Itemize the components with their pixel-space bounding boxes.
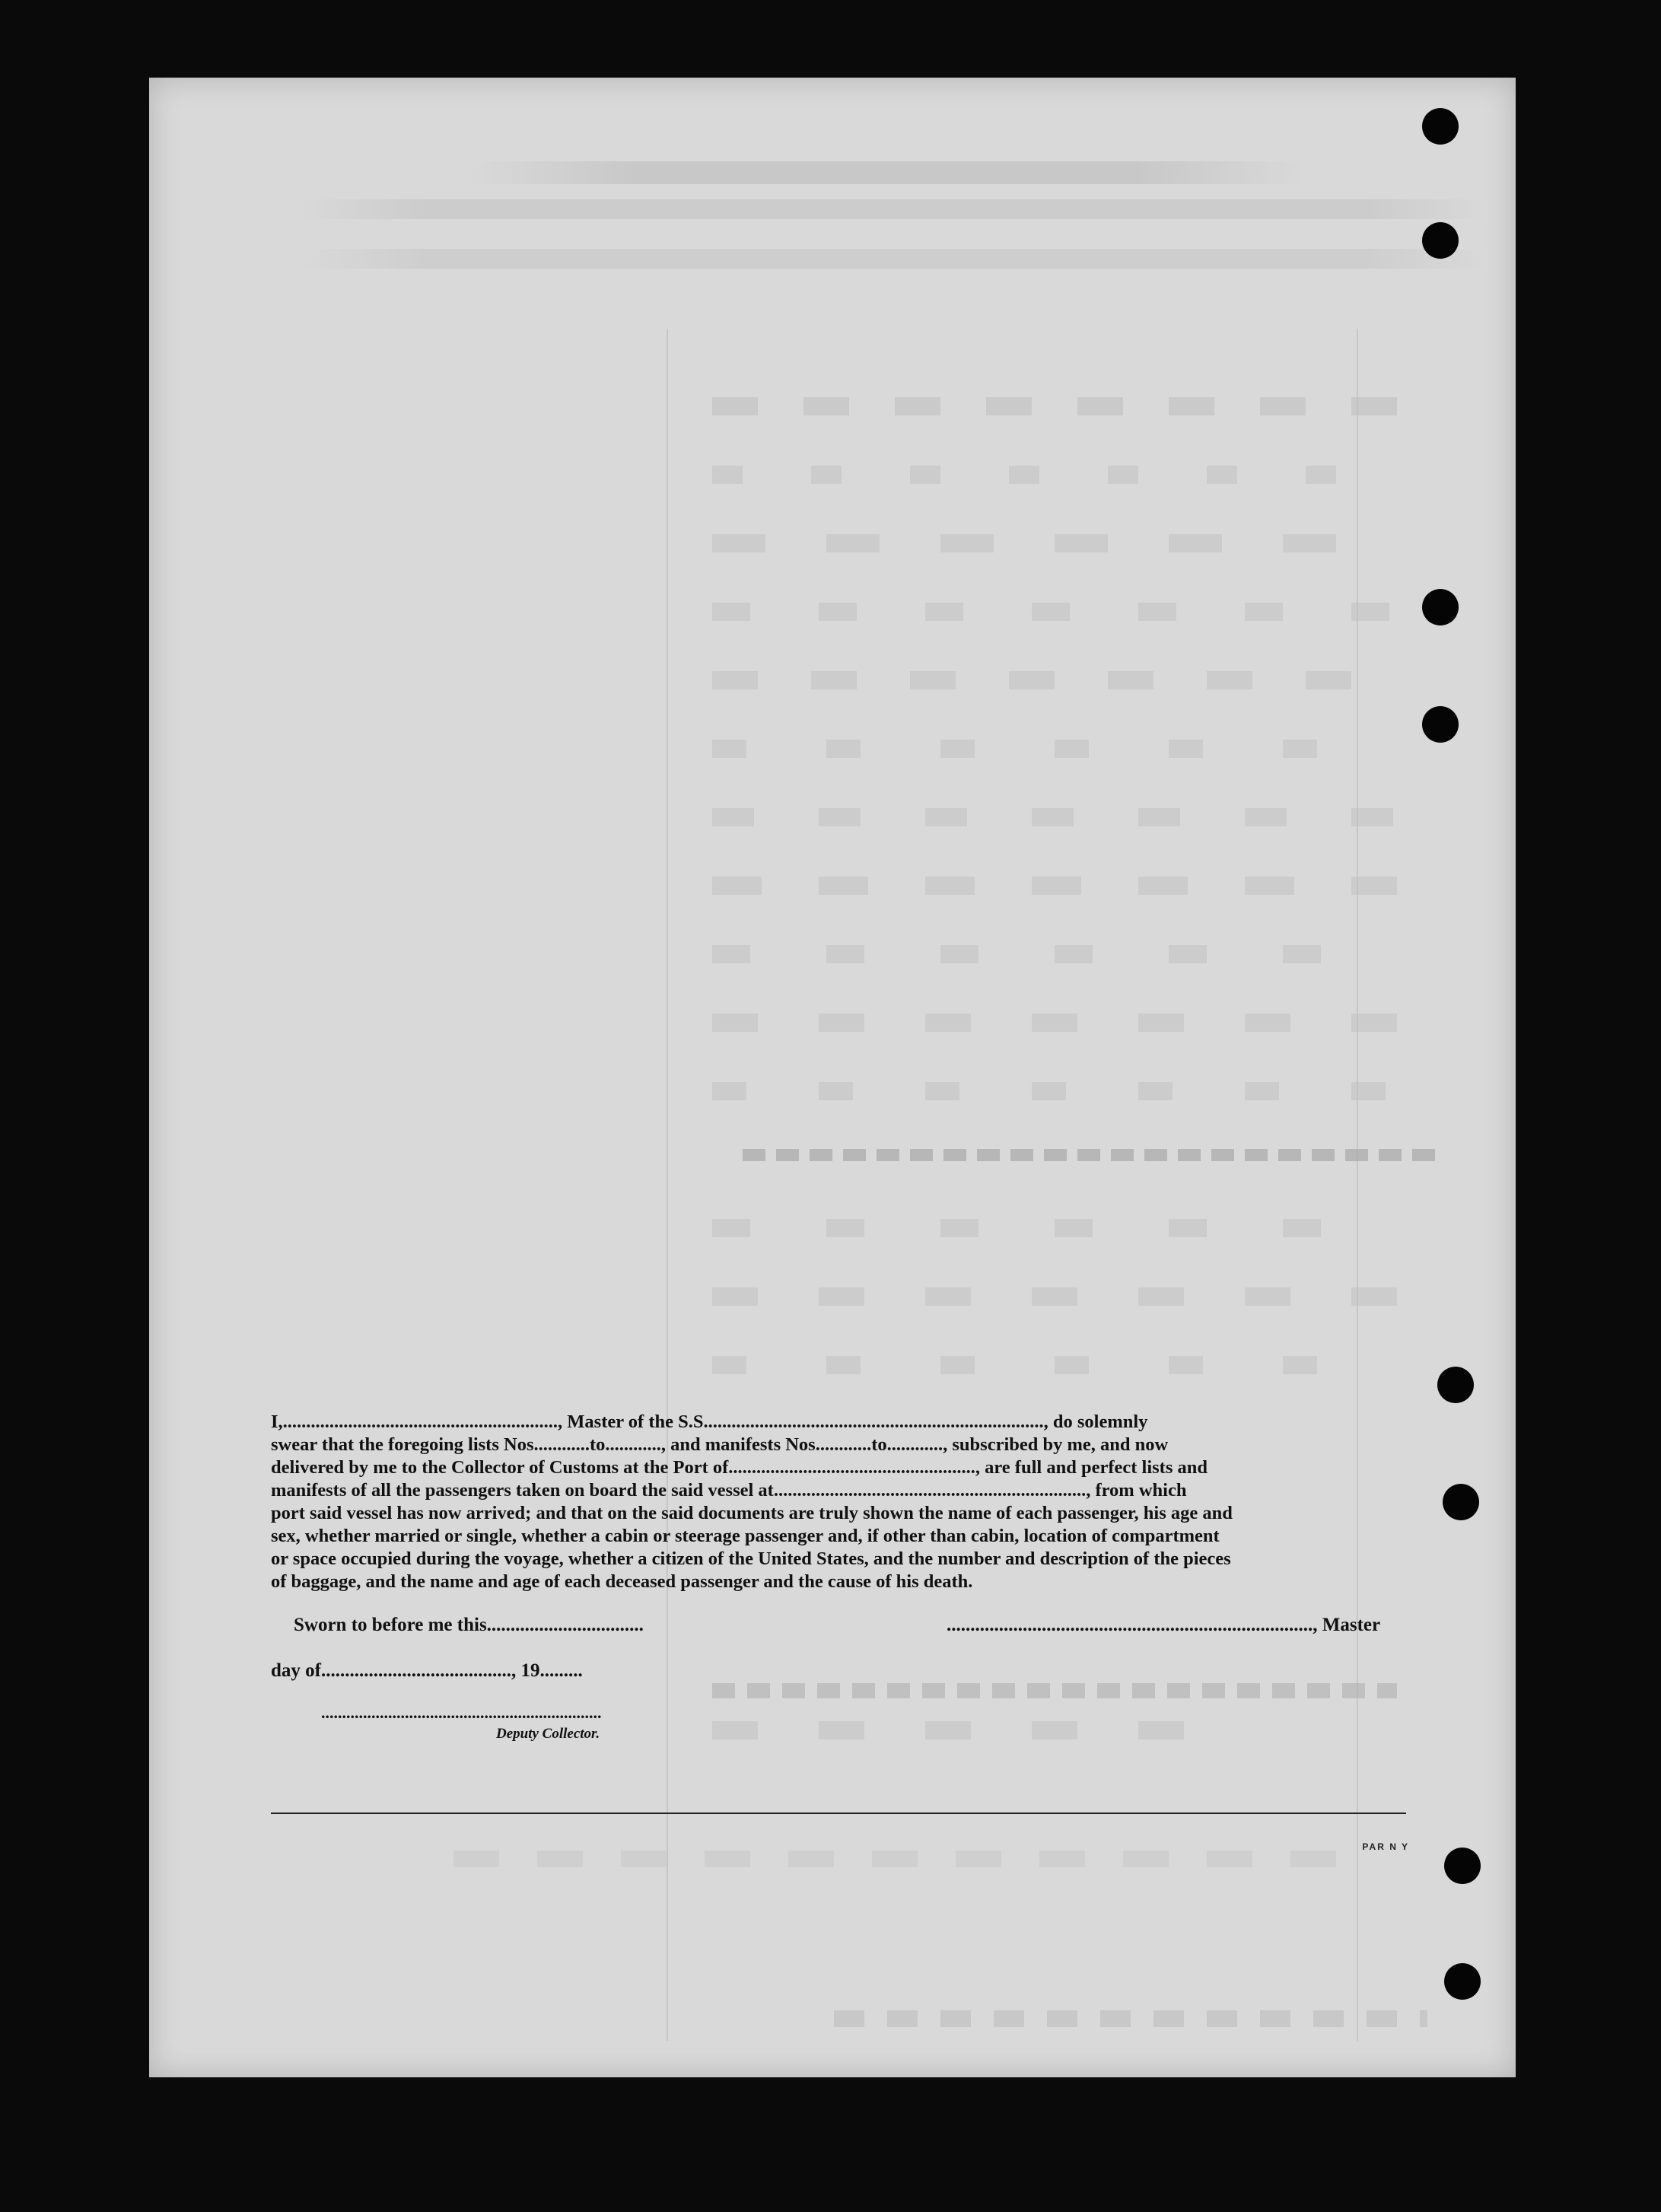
ghost-row xyxy=(712,740,1397,758)
ghost-row xyxy=(834,2010,1427,2027)
ghost-row xyxy=(712,1356,1397,1374)
horizontal-rule xyxy=(271,1813,1406,1814)
ghost-row xyxy=(712,945,1397,963)
master-signature-line: ............................................................................., Master xyxy=(947,1615,1381,1635)
oath-line: swear that the foregoing lists Nos............to............, and manifests Nos............to............, subscribed by me, and now xyxy=(271,1434,1169,1455)
ghost-row xyxy=(712,1721,1245,1739)
ghost-row xyxy=(712,1219,1397,1237)
deputy-signature-line: ................................................................... xyxy=(321,1703,602,1722)
ghost-row xyxy=(712,877,1397,895)
sworn-before-line: Sworn to before me this................................. xyxy=(294,1615,644,1635)
ghost-row xyxy=(712,466,1397,484)
master-oath xyxy=(271,1411,1406,1593)
oath-line: I,..........................................................., Master of the S.S........................................................................., do solemnly xyxy=(271,1412,1148,1432)
oath-line: sex, whether married or single, whether a cabin or steerage passenger and, if other than cabin, location of compartment xyxy=(271,1526,1220,1546)
punch-hole xyxy=(1444,1963,1481,2000)
punch-hole xyxy=(1422,706,1459,743)
oath-line: manifests of all the passengers taken on board the said vessel at..................................................................., from which xyxy=(271,1480,1187,1501)
ghost-row xyxy=(712,1683,1397,1698)
oath-line: of baggage, and the name and age of each deceased passenger and the cause of his death. xyxy=(271,1571,973,1592)
ghost-column-rule xyxy=(667,329,668,2041)
ghost-row xyxy=(712,603,1397,621)
ghost-row xyxy=(743,1149,1443,1161)
printer-mark: PAR N Y xyxy=(1362,1841,1409,1852)
ghost-row xyxy=(712,808,1397,826)
ghost-row xyxy=(712,534,1397,552)
oath-line: or space occupied during the voyage, whether a citizen of the United States, and the number and description of the pieces xyxy=(271,1548,1231,1569)
punch-hole xyxy=(1422,108,1459,145)
deputy-collector-label: Deputy Collector. xyxy=(496,1726,600,1742)
oath-line: port said vessel has now arrived; and that on the said documents are truly shown the name of each passenger, his age and xyxy=(271,1503,1233,1523)
punch-hole xyxy=(1422,222,1459,259)
punch-hole xyxy=(1422,589,1459,625)
ghost-row xyxy=(453,1851,1367,1867)
ghost-column-rule xyxy=(1357,329,1358,2041)
punch-hole xyxy=(1444,1848,1481,1884)
ghost-text xyxy=(469,161,1306,184)
oath-line: delivered by me to the Collector of Customs at the Port of....................................................., are full and perfect lists and xyxy=(271,1457,1208,1478)
manifest-page xyxy=(149,78,1516,2077)
ghost-row xyxy=(712,1287,1397,1306)
punch-hole xyxy=(1443,1484,1479,1520)
punch-hole xyxy=(1437,1367,1474,1403)
ghost-row xyxy=(712,671,1397,689)
ghost-text xyxy=(301,249,1488,269)
day-of-line: day of........................................, 19......... xyxy=(271,1660,583,1681)
ghost-row xyxy=(712,397,1397,415)
ghost-row xyxy=(712,1082,1397,1100)
ghost-text xyxy=(301,199,1488,219)
ghost-row xyxy=(712,1014,1397,1032)
